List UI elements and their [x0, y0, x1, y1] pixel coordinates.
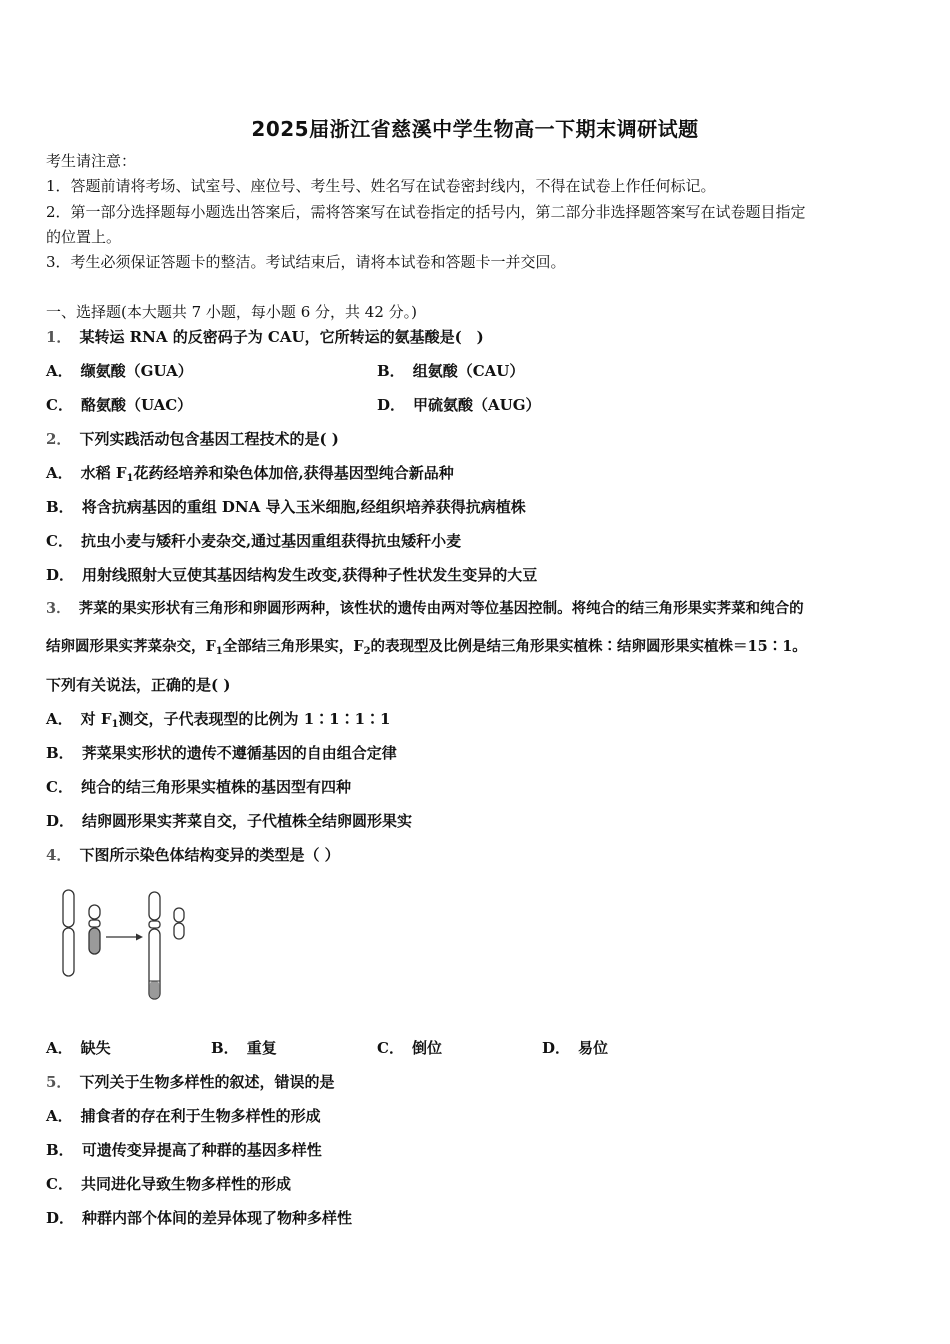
page-title: 2025届浙江省慈溪中学生物高一下期末调研试题 [251, 117, 699, 141]
option: B． 荠菜果实形状的遗传不遵循基因的自由组合定律 [46, 744, 397, 762]
notice-item: 2．第一部分选择题每小题选出答案后，需将答案写在试卷指定的括号内，第二部分非选择题答案写在试卷题目指定 [46, 203, 806, 221]
question-3 [46, 599, 804, 619]
option: A． 水稻 $F_1$花药经培养和染色体加倍,获得基因型纯合新品种 [46, 464, 454, 484]
question-stem-continued: 下列有关说法，正确的是( ) [46, 676, 231, 694]
chromosome-arm [174, 923, 184, 939]
chromosome-arm [63, 928, 74, 976]
question-stem-continued: 结卵圆形果实荠菜杂交，$F_1$全部结三角形果实，$F_2$的表现型及比例是结三角形果实植株∶结卵圆形果实植株＝15∶1。 [46, 638, 807, 657]
arrow-head-icon [136, 934, 143, 941]
chromosome-segment-shaded [89, 928, 100, 954]
chromosome-arm [174, 908, 184, 922]
option: D． 结卵圆形果实荠菜自交，子代植株全结卵圆形果实 [46, 812, 413, 830]
option: A． 捕食者的存在利于生物多样性的形成 [46, 1107, 321, 1125]
option: C． 酪氨酸（UAC） [46, 396, 193, 414]
question-1 [46, 327, 484, 347]
notice-item: 3．考生必须保证答题卡的整洁。考试结束后，请将本试卷和答题卡一并交回。 [46, 253, 566, 271]
question-number: 4． [46, 846, 72, 864]
question-number: 1． [46, 328, 72, 346]
option: D． 易位 [542, 1039, 609, 1057]
option: D． 种群内部个体间的差异体现了物种多样性 [46, 1209, 353, 1227]
option: A． 缬氨酸（GUA） [46, 362, 193, 380]
option: C． 共同进化导致生物多样性的形成 [46, 1175, 291, 1193]
option: C． 倒位 [377, 1039, 442, 1057]
notice-item: 1．答题前请将考场、试室号、座位号、考生号、姓名写在试卷密封线内，不得在试卷上作任何标记。 [46, 177, 716, 195]
question-number: 2． [46, 430, 72, 448]
chromosome-segment-shaded [150, 981, 160, 998]
option: C． 抗虫小麦与矮秆小麦杂交,通过基因重组获得抗虫矮秆小麦 [46, 532, 462, 550]
option: C． 纯合的结三角形果实植株的基因型有四种 [46, 778, 351, 796]
question-stem: 荠菜的果实形状有三角形和卵圆形两种，该性状的遗传由两对等位基因控制。将纯合的结三角形果实荠菜和纯合的 [78, 600, 804, 617]
question-number: 3． [46, 600, 71, 617]
notice-heading: 考生请注意： [46, 152, 137, 170]
option: D． 甲硫氨酸（AUG） [377, 396, 541, 414]
option: B． 重复 [211, 1039, 277, 1057]
question-4 [46, 845, 340, 865]
question-stem: 下列关于生物多样性的叙述，错误的是 [79, 1073, 335, 1091]
option: B． 组氨酸（CAU） [377, 362, 525, 380]
question-stem: 下列实践活动包含基因工程技术的是( ) [79, 430, 339, 448]
option: D． 用射线照射大豆使其基因结构发生改变,获得种子性状发生变异的大豆 [46, 566, 538, 584]
option: A． 缺失 [46, 1039, 111, 1057]
option: B． 将含抗病基因的重组 DNA 导入玉米细胞,经组织培养获得抗病植株 [46, 498, 526, 516]
chromosome-arm [149, 892, 160, 920]
question-2 [46, 429, 339, 449]
option: A． 对 $F_1$测交，子代表现型的比例为 1∶1∶1∶1 [46, 710, 391, 730]
question-5 [46, 1072, 334, 1092]
chromosome-arm [149, 921, 160, 928]
question-stem: 某转运 RNA 的反密码子为 CAU，它所转运的氨基酸是( ) [79, 328, 484, 346]
chromosome-arm [89, 905, 100, 919]
chromosome-diagram [56, 886, 190, 1004]
option: B． 可遗传变异提高了种群的基因多样性 [46, 1141, 322, 1159]
section-heading: 一、选择题(本大题共 7 小题，每小题 6 分，共 42 分。) [46, 303, 417, 321]
notice-item: 的位置上。 [46, 228, 122, 246]
chromosome-arm [63, 890, 74, 927]
question-stem: 下图所示染色体结构变异的类型是（ ） [79, 846, 340, 864]
chromosome-arm [89, 920, 100, 927]
question-number: 5． [46, 1073, 72, 1091]
